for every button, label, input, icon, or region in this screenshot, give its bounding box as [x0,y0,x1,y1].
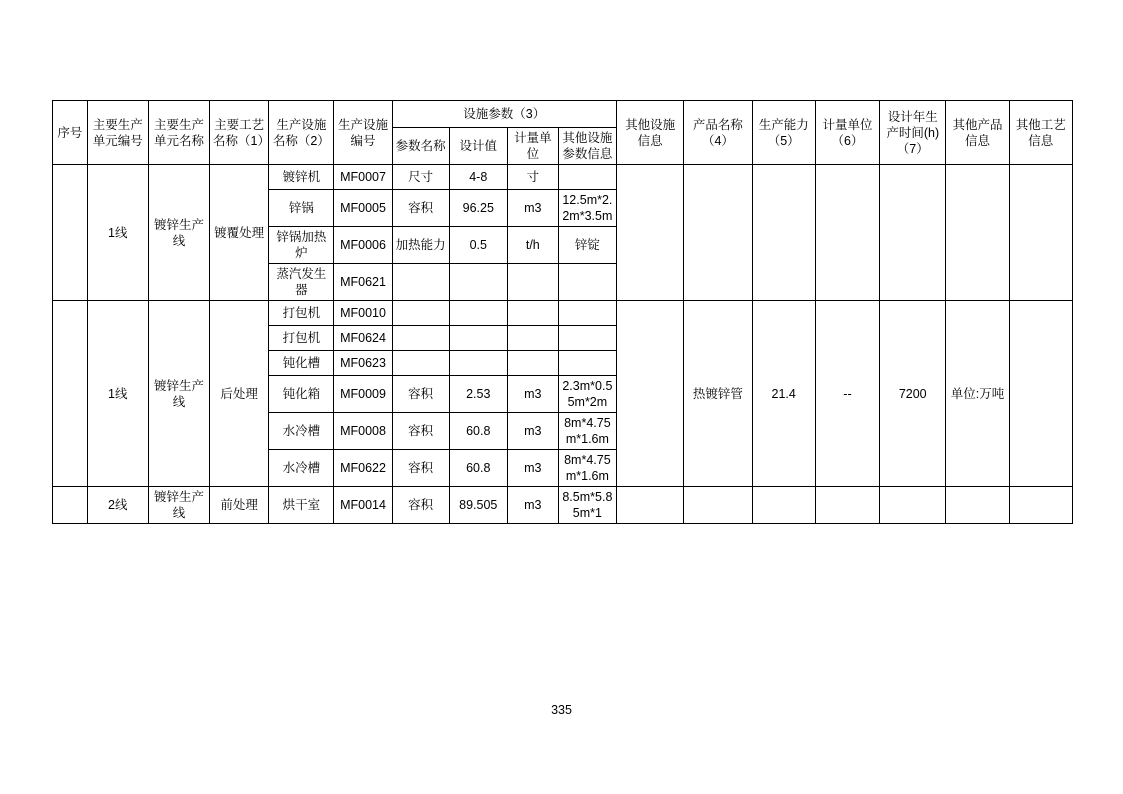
row-other-param-info [558,326,616,351]
row-measure-unit: m3 [507,450,558,487]
row-design-hours [880,487,946,524]
row-equip-no: MF0622 [334,450,392,487]
row-measure-unit [507,351,558,376]
row-other-process-info [1009,301,1072,487]
row-equip-no: MF0006 [334,227,392,264]
row-equip-no: MF0621 [334,264,392,301]
row-other-param-info: 8m*4.75m*1.6m [558,450,616,487]
header-capacity-unit: 计量单位（6） [815,101,879,165]
row-equip-name: 钝化箱 [269,376,334,413]
row-capacity-unit [815,487,879,524]
row-process-name: 前处理 [210,487,269,524]
row-equip-no: MF0008 [334,413,392,450]
row-other-product-info [946,165,1009,301]
table-row [53,301,1073,326]
header-equip-name: 生产设施名称（2） [269,101,334,165]
row-capacity-unit: -- [815,301,879,487]
row-design-value: 60.8 [449,450,507,487]
row-other-equip-info [616,487,683,524]
header-other-param-info: 其他设施参数信息 [558,128,616,165]
row-other-param-info: 8m*4.75m*1.6m [558,413,616,450]
row-design-hours: 7200 [880,301,946,487]
row-param-name [392,326,449,351]
row-equip-name: 锌锅 [269,190,334,227]
header-measure-unit: 计量单位 [507,128,558,165]
row-param-name [392,351,449,376]
row-design-value: 2.53 [449,376,507,413]
row-equip-name: 水冷槽 [269,450,334,487]
row-other-param-info: 锌锭 [558,227,616,264]
row-equip-no: MF0624 [334,326,392,351]
page-number: 335 [551,703,572,717]
row-param-name: 容积 [392,376,449,413]
row-unit-name: 镀锌生产线 [148,301,209,487]
row-param-name: 容积 [392,450,449,487]
row-equip-no: MF0014 [334,487,392,524]
row-unit-no: 1线 [87,301,148,487]
row-measure-unit [507,301,558,326]
row-other-param-info: 12.5m*2.2m*3.5m [558,190,616,227]
row-design-value [449,264,507,301]
header-unit-name: 主要生产单元名称 [148,101,209,165]
row-capacity-unit [815,165,879,301]
row-param-name: 容积 [392,190,449,227]
table-header-row-top [53,101,1073,128]
row-seq [53,165,88,301]
row-equip-no: MF0010 [334,301,392,326]
row-equip-name: 水冷槽 [269,413,334,450]
table-row [53,487,1073,524]
header-unit-no: 主要生产单元编号 [87,101,148,165]
row-unit-no: 2线 [87,487,148,524]
table-body [53,165,1073,524]
row-measure-unit [507,326,558,351]
row-other-product-info [946,487,1009,524]
row-design-value: 0.5 [449,227,507,264]
row-other-process-info [1009,487,1072,524]
table-row [53,165,1073,190]
header-equip-no: 生产设施编号 [334,101,392,165]
row-design-value [449,351,507,376]
row-measure-unit: 寸 [507,165,558,190]
row-param-name: 容积 [392,413,449,450]
row-param-name: 容积 [392,487,449,524]
row-capacity: 21.4 [752,301,815,487]
row-other-equip-info [616,165,683,301]
row-product-name: 热镀锌管 [684,301,752,487]
row-measure-unit [507,264,558,301]
header-other-equip-info: 其他设施信息 [616,101,683,165]
row-other-equip-info [616,301,683,487]
row-other-param-info: 8.5m*5.85m*1 [558,487,616,524]
row-equip-no: MF0623 [334,351,392,376]
row-measure-unit: m3 [507,376,558,413]
row-equip-no: MF0009 [334,376,392,413]
header-other-product-info: 其他产品信息 [946,101,1009,165]
header-capacity: 生产能力（5） [752,101,815,165]
facility-parameters-table [52,100,1073,524]
row-design-value: 60.8 [449,413,507,450]
row-measure-unit: m3 [507,487,558,524]
header-process-name: 主要工艺名称（1） [210,101,269,165]
row-other-product-info: 单位:万吨 [946,301,1009,487]
row-param-name: 加热能力 [392,227,449,264]
row-equip-no: MF0005 [334,190,392,227]
row-design-value [449,326,507,351]
row-equip-name: 钝化槽 [269,351,334,376]
row-unit-name: 镀锌生产线 [148,165,209,301]
header-other-process-info: 其他工艺信息 [1009,101,1072,165]
header-design-hours: 设计年生产时间(h)（7） [880,101,946,165]
row-product-name [684,487,752,524]
row-design-hours [880,165,946,301]
row-param-name [392,301,449,326]
facility-parameters-table-container [52,100,1073,524]
row-equip-name: 打包机 [269,301,334,326]
header-seq: 序号 [53,101,88,165]
header-product-name: 产品名称（4） [684,101,752,165]
row-other-process-info [1009,165,1072,301]
row-design-value: 4-8 [449,165,507,190]
row-unit-no: 1线 [87,165,148,301]
row-design-value: 89.505 [449,487,507,524]
row-other-param-info: 2.3m*0.55m*2m [558,376,616,413]
header-facility-params-group: 设施参数（3） [392,101,616,128]
row-seq [53,301,88,487]
row-equip-no: MF0007 [334,165,392,190]
row-other-param-info [558,264,616,301]
row-process-name: 镀覆处理 [210,165,269,301]
row-unit-name: 镀锌生产线 [148,487,209,524]
row-other-param-info [558,301,616,326]
row-equip-name: 烘干室 [269,487,334,524]
row-design-value: 96.25 [449,190,507,227]
row-equip-name: 镀锌机 [269,165,334,190]
row-measure-unit: m3 [507,413,558,450]
row-capacity [752,487,815,524]
row-equip-name: 打包机 [269,326,334,351]
header-param-name: 参数名称 [392,128,449,165]
row-other-param-info [558,165,616,190]
row-equip-name: 锌锅加热炉 [269,227,334,264]
row-measure-unit: t/h [507,227,558,264]
row-other-param-info [558,351,616,376]
row-capacity [752,165,815,301]
row-process-name: 后处理 [210,301,269,487]
row-param-name [392,264,449,301]
row-measure-unit: m3 [507,190,558,227]
row-equip-name: 蒸汽发生器 [269,264,334,301]
row-product-name [684,165,752,301]
row-param-name: 尺寸 [392,165,449,190]
header-design-value: 设计值 [449,128,507,165]
row-seq [53,487,88,524]
row-design-value [449,301,507,326]
